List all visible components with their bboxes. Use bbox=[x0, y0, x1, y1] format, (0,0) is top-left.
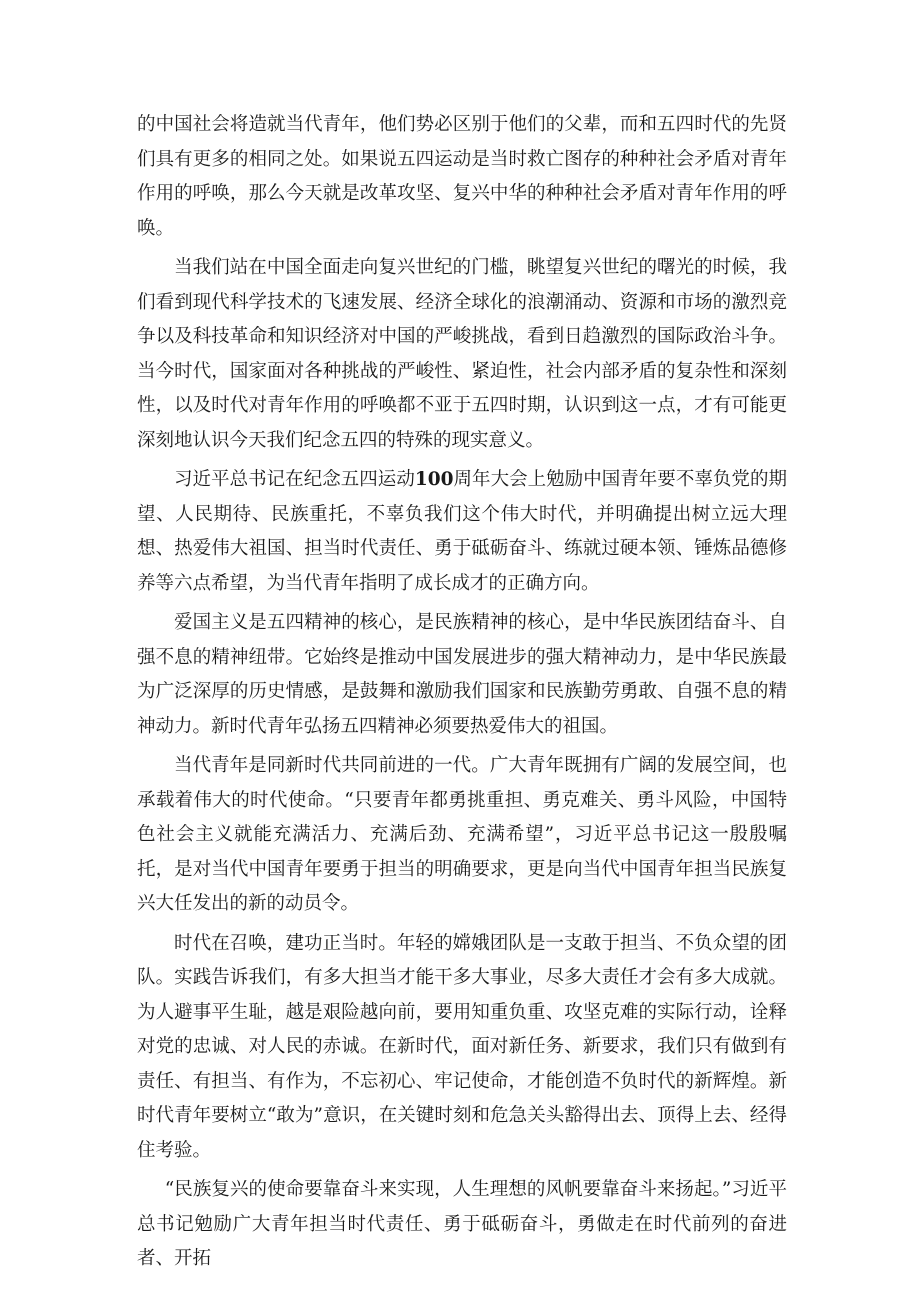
paragraph-1: 的中国社会将造就当代青年，他们势必区别于他们的父辈，而和五四时代的先贤们具有更多的相同之处。如果说五四运动是当时救亡图存的种种社会矛盾对青年作用的呼唤，那么今天就是改革攻坚、复兴中华的种种社会矛盾对青年作用的呼唤。 bbox=[137, 114, 787, 239]
document-body bbox=[137, 108, 787, 1277]
paragraph-3: 习近平总书记在纪念五四运动100周年大会上勉励中国青年要不辜负党的期望、人民期待、民族重托，不辜负我们这个伟大时代，并明确提出树立远大理想、热爱伟大祖国、担当时代责任、勇于砥砺奋斗、练就过硬本领、锤炼品德修养等六点希望，为当代青年指明了成长成才的正确方向。 bbox=[137, 469, 787, 594]
paragraph-4: 爱国主义是五四精神的核心，是民族精神的核心，是中华民族团结奋斗、自强不息的精神纽带。它始终是推动中国发展进步的强大精神动力，是中华民族最为广泛深厚的历史情感，是鼓舞和激励我们国家和民族勤劳勇敢、自强不息的精神动力。新时代青年弘扬五四精神必须要热爱伟大的祖国。 bbox=[137, 612, 787, 737]
paragraph-2: 当我们站在中国全面走向复兴世纪的门槛，眺望复兴世纪的曙光的时候，我们看到现代科学技术的飞速发展、经济全球化的浪潮涌动、资源和市场的激烈竞争以及科技革命和知识经济对中国的严峻挑战，看到日趋激烈的国际政治斗争。当今时代，国家面对各种挑战的严峻性、紧迫性，社会内部矛盾的复杂性和深刻性，以及时代对青年作用的呼唤都不亚于五四时期，认识到这一点，才有可能更深刻地认识今天我们纪念五四的特殊的现实意义。 bbox=[137, 257, 787, 451]
bold-number: 100 bbox=[414, 469, 454, 490]
paragraph-7: “民族复兴的使命要靠奋斗来实现，人生理想的风帆要靠奋斗来扬起。”习近平总书记勉励广大青年担当时代责任、勇于砥砺奋斗，勇做走在时代前列的奋进者、开拓 bbox=[137, 1179, 787, 1269]
paragraph-5: 当代青年是同新时代共同前进的一代。广大青年既拥有广阔的发展空间，也承载着伟大的时代使命。“只要青年都勇挑重担、勇克难关、勇斗风险，中国特色社会主义就能充满活力、充满后劲、充满希望”，习近平总书记这一殷殷嘱托，是对当代中国青年要勇于担当的明确要求，更是向当代中国青年担当民族复兴大任发出的新的动员令。 bbox=[137, 755, 787, 914]
paragraph-6: 时代在召唤，建功正当时。年轻的嫦娥团队是一支敢于担当、不负众望的团队。实践告诉我们，有多大担当才能干多大事业，尽多大责任才会有多大成就。为人避事平生耻，越是艰险越向前，要用知重负重、攻坚克难的实际行动，诠释对党的忠诚、对人民的赤诚。在新时代，面对新任务、新要求，我们只有做到有责任、有担当、有作为，不忘初心、牢记使命，才能创造不负时代的新辉煌。新时代青年要树立“敢为”意识，在关键时刻和危急关头豁得出去、顶得上去、经得住考验。 bbox=[137, 932, 787, 1161]
